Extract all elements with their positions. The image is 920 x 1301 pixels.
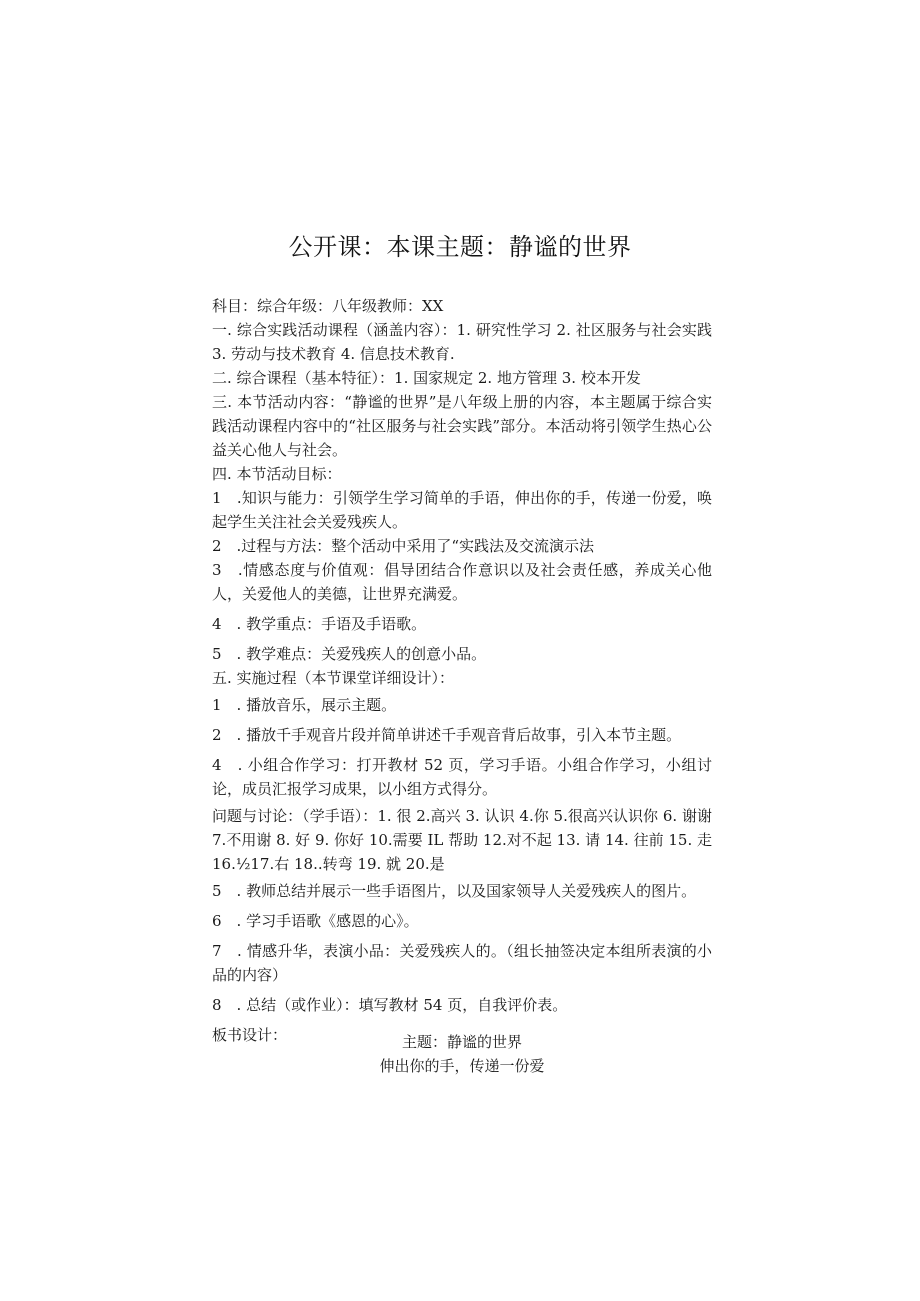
section-two: 二. 综合课程（基本特征）：1. 国家规定 2. 地方管理 3. 校本开发 xyxy=(212,369,641,387)
discussion-paragraph: 问题与讨论：（学手语）：1. 很 2.高兴 3. 认识 4.你 5.很高兴认识你 6. 谢谢 7.不用谢 8. 好 9. 你好 10.需要 IL 帮助 12.对不起 13. 请 14. 往前 15. 走 16.½17.右 18..转弯 19. 就 20.是 xyxy=(212,807,712,873)
board-design-heading: 板书设计： xyxy=(212,1026,288,1044)
subject-line: 科目：综合年级：八年级教师：XX xyxy=(212,297,444,315)
process-item-7: 7 . 情感升华，表演小品：关爱残疾人的。（组长抽签决定本组所表演的小品的内容） xyxy=(212,942,712,984)
process-item-5: 5 . 教师总结并展示一些手语图片，以及国家领导人关爱残疾人的图片。 xyxy=(212,882,697,900)
section-five-heading: 五. 实施过程（本节课堂详细设计）： xyxy=(212,669,455,687)
section-four-heading: 四. 本节活动目标： xyxy=(212,465,342,483)
goal-item-3: 3 .情感态度与价值观：倡导团结合作意识以及社会责任感，养成关心他人，关爱他人的美德，让世界充满爱。 xyxy=(212,561,712,603)
goal-item-1: 1 .知识与能力：引领学生学习简单的手语，伸出你的手，传递一份爱，唤起学生关注社会关爱残疾人。 xyxy=(212,489,712,531)
process-item-6: 6 . 学习手语歌《感恩的心》。 xyxy=(212,912,419,930)
goal-item-5: 5 . 教学难点：关爱残疾人的创意小品。 xyxy=(212,645,487,663)
process-item-2: 2 . 播放千手观音片段并简单讲述千手观音背后故事，引入本节主题。 xyxy=(212,726,682,744)
goal-item-2: 2 .过程与方法：整个活动中采用了“实践法及交流演示法 xyxy=(212,537,594,555)
board-line-2: 伸出你的手，传递一份爱 xyxy=(379,1057,545,1075)
process-item-4: 4 . 小组合作学习：打开教材 52 页，学习手语。小组合作学习，小组讨论，成员汇报学习成果，以小组方式得分。 xyxy=(212,756,712,798)
process-item-1: 1 . 播放音乐，展示主题。 xyxy=(212,696,397,714)
board-line-1: 主题：静谧的世界 xyxy=(401,1033,522,1051)
process-item-8: 8 . 总结（或作业）：填写教材 54 页，自我评价表。 xyxy=(212,996,568,1014)
document-body xyxy=(212,294,712,1047)
section-one: 一. 综合实践活动课程（涵盖内容）：1. 研究性学习 2. 社区服务与社会实践 3. 劳动与技术教育 4. 信息技术教育. xyxy=(212,321,712,363)
section-three: 三. 本节活动内容：“静谧的世界”是八年级上册的内容，本主题属于综合实践活动课程内容中的“社区服务与社会实践”部分。本活动将引领学生热心公益关心他人与社会。 xyxy=(212,393,712,459)
goal-item-4: 4 . 教学重点：手语及手语歌。 xyxy=(212,615,427,633)
board-design xyxy=(212,1030,712,1078)
document-title: 公开课：本课主题：静谧的世界 xyxy=(288,233,632,261)
